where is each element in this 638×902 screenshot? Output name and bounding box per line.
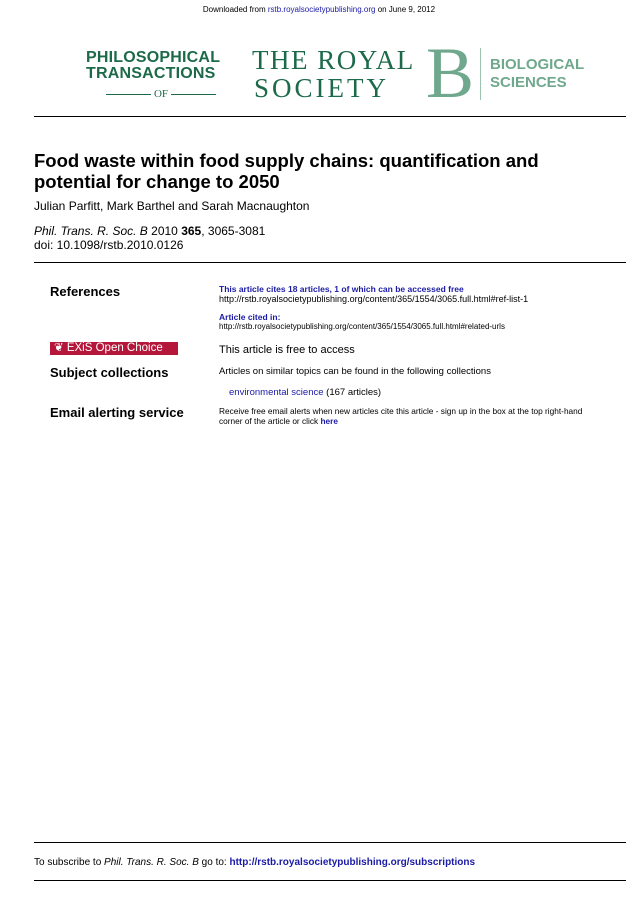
open-choice-badge: ❦ EXiS Open Choice [50, 342, 178, 355]
divider [34, 880, 626, 881]
authors: Julian Parfitt, Mark Barthel and Sarah Macnaughton [34, 199, 310, 213]
citation: Phil. Trans. R. Soc. B 2010 365, 3065-3081 [34, 224, 266, 238]
subscriptions-link[interactable]: http://rstb.royalsocietypublishing.org/subscriptions [229, 857, 476, 868]
subject-collections-text: Articles on similar topics can be found in the following collections [219, 366, 491, 377]
references-cites-link[interactable]: This article cites 18 articles, 1 of which can be accessed free [219, 284, 464, 294]
logo-philosophical: PHILOSOPHICAL [86, 49, 221, 66]
open-choice-icon: ❦ [54, 342, 64, 354]
logo-of: OF [86, 88, 236, 100]
doi: doi: 10.1098/rstb.2010.0126 [34, 238, 184, 252]
email-alerting-text: Receive free email alerts when new articles cite this article - sign up in the box at the top right-hand corner of the article or click [219, 406, 583, 426]
divider [34, 262, 626, 263]
logo-divider [480, 48, 481, 100]
email-alerting-label: Email alerting service [50, 405, 184, 420]
divider [34, 842, 626, 843]
collection-count: (167 articles) [326, 387, 382, 398]
cited-in-url: http://rstb.royalsocietypublishing.org/content/365/1554/3065.full.html#related-urls [219, 322, 505, 331]
download-site-link[interactable]: rstb.royalsocietypublishing.org [267, 5, 376, 14]
references-url: http://rstb.royalsocietypublishing.org/content/365/1554/3065.full.html#ref-list-1 [219, 294, 529, 304]
article-title: Food waste within food supply chains: quantification and potential for change to 2050 [34, 150, 539, 192]
free-access-text: This article is free to access [219, 344, 355, 356]
download-date: on June 9, 2012 [377, 5, 436, 14]
logo-the-royal: THE ROYAL [252, 45, 415, 75]
subscribe-footer: To subscribe to Phil. Trans. R. Soc. B go to: http://rstb.royalsocietypublishing.org/subscriptions [34, 857, 476, 868]
logo-sciences: SCIENCES [490, 74, 567, 91]
download-notice [0, 5, 638, 14]
logo-b: B [426, 33, 475, 113]
subject-collections-label: Subject collections [50, 365, 169, 380]
logo-society: SOCIETY [254, 73, 389, 103]
references-label: References [50, 284, 121, 299]
email-alert-here-link[interactable]: here [320, 416, 338, 426]
cited-in-link[interactable]: Article cited in: [219, 312, 281, 322]
environmental-science-link[interactable]: environmental science [229, 387, 324, 398]
logo-transactions: TRANSACTIONS [86, 65, 216, 82]
logo-biological: BIOLOGICAL [490, 56, 585, 73]
download-prefix: Downloaded from [202, 5, 266, 14]
divider [34, 116, 626, 117]
